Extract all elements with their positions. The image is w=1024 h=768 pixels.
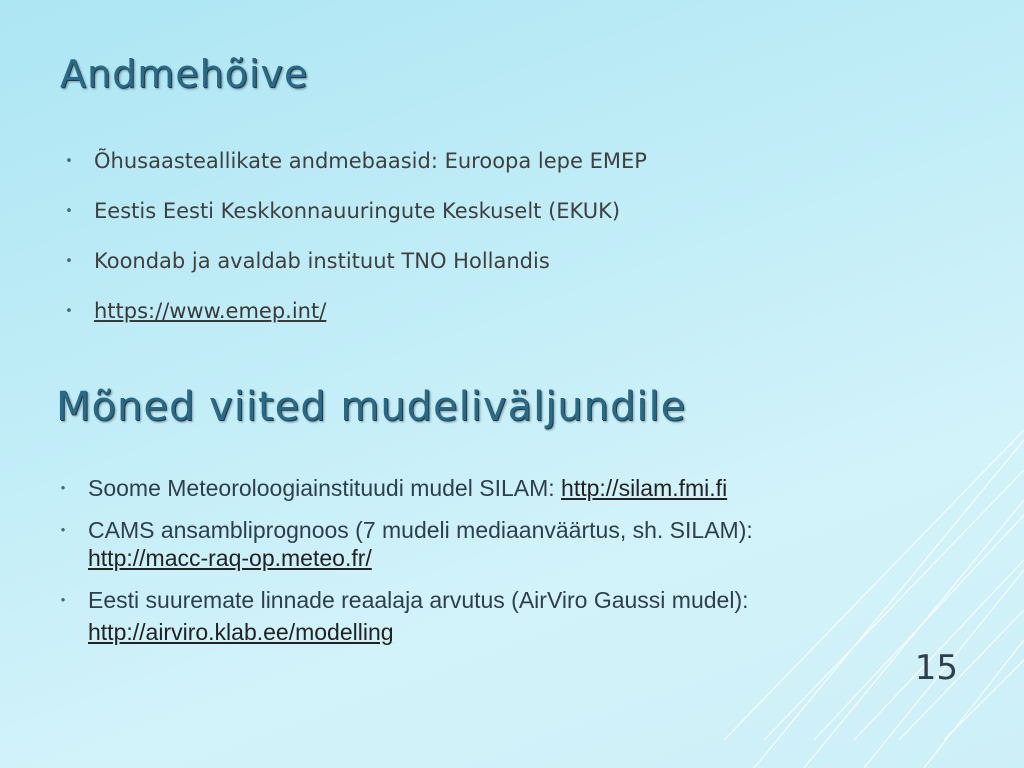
bullet-icon: • bbox=[60, 592, 66, 607]
list-item bbox=[62, 246, 882, 296]
bullet-icon: • bbox=[65, 154, 73, 169]
list-item-text: Soome Meteoroloogiainstituudi mudel SILAM: bbox=[88, 475, 562, 501]
list-item-text: Eesti suuremate linnade reaalaja arvutus (AirViro Gaussi mudel): bbox=[88, 587, 749, 613]
list-item bbox=[56, 474, 936, 502]
list-item bbox=[62, 296, 882, 346]
bullet-icon: • bbox=[65, 204, 73, 219]
list-item-text: Koondab ja avaldab instituut TNO Hollandis bbox=[94, 249, 550, 273]
bullet-icon: • bbox=[65, 304, 73, 319]
bullet-icon: • bbox=[65, 254, 73, 269]
bullet-icon: • bbox=[60, 480, 66, 495]
section-title-andmehoive: Andmehõive bbox=[60, 52, 309, 96]
bullet-icon: • bbox=[60, 522, 66, 537]
silam-link[interactable]: http://silam.fmi.fi bbox=[561, 475, 728, 501]
list-item bbox=[56, 516, 936, 572]
emep-link[interactable]: https://www.emep.int/ bbox=[94, 299, 327, 323]
airviro-link[interactable]: http://airviro.klab.ee/modelling bbox=[88, 619, 394, 645]
list-item bbox=[62, 196, 882, 246]
cams-link[interactable]: http://macc-raq-op.meteo.fr/ bbox=[88, 545, 372, 571]
list-item bbox=[62, 146, 882, 196]
decorative-lines bbox=[724, 0, 1024, 768]
bullet-list-model-links bbox=[56, 474, 936, 646]
list-item-text: CAMS ansambliprognoos (7 mudeli mediaanväärtus, sh. SILAM): bbox=[88, 517, 753, 543]
list-item-text: Eestis Eesti Keskkonnauuringute Keskuselt (EKUK) bbox=[94, 199, 621, 223]
page-number: 15 bbox=[914, 648, 958, 688]
list-item-text: Õhusaasteallikate andmebaasid: Euroopa lepe EMEP bbox=[94, 149, 647, 173]
section-title-model-references: Mõned viited mudeliväljundile bbox=[56, 384, 687, 430]
list-item bbox=[56, 586, 936, 646]
bullet-list-data-collection bbox=[62, 146, 882, 346]
